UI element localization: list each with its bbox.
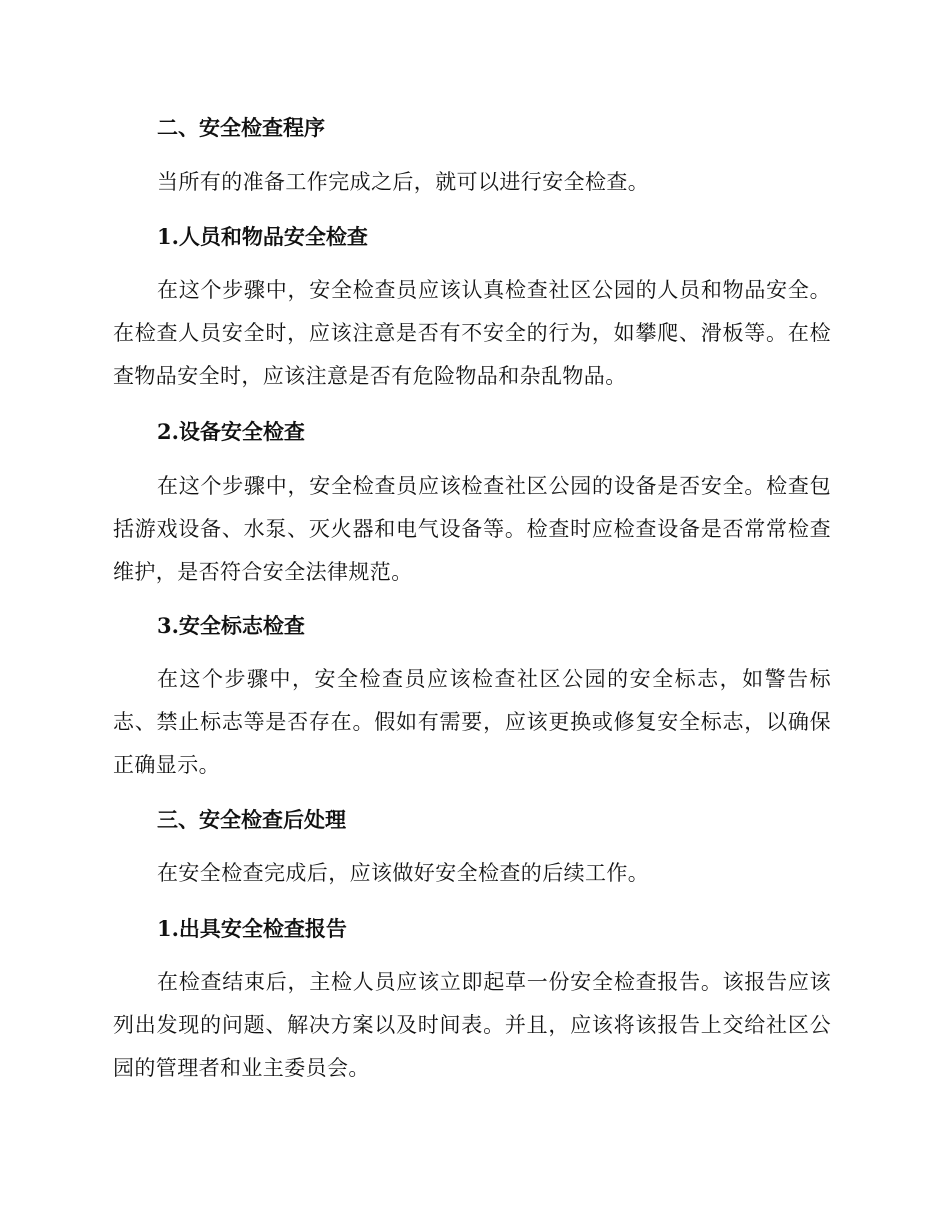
subheading-people-items-check: 1.人员和物品安全检查 <box>157 224 368 249</box>
paragraph-equipment-check: 在这个步骤中，安全检查员应该检查社区公园的设备是否安全。检查包括游戏设备、水泵、灭火器和电气设备等。检查时应检查设备是否常常检查维护，是否符合安全法律规范。 <box>113 474 831 584</box>
subheading-equipment-check: 2.设备安全检查 <box>157 419 305 444</box>
paragraph-intro: 当所有的准备工作完成之后，就可以进行安全检查。 <box>157 170 650 194</box>
section-heading-inspection-procedure: 二、安全检查程序 <box>157 115 325 140</box>
subheading-sign-check: 3.安全标志检查 <box>157 613 305 638</box>
paragraph-post-inspection-intro: 在安全检查完成后，应该做好安全检查的后续工作。 <box>157 861 650 885</box>
section-heading-post-inspection: 三、安全检查后处理 <box>157 807 346 832</box>
paragraph-issue-report: 在检查结束后，主检人员应该立即起草一份安全检查报告。该报告应该列出发现的问题、解决方案以及时间表。并且，应该将该报告上交给社区公园的管理者和业主委员会。 <box>113 970 831 1080</box>
paragraph-sign-check: 在这个步骤中，安全检查员应该检查社区公园的安全标志，如警告标志、禁止标志等是否存在。假如有需要，应该更换或修复安全标志，以确保正确显示。 <box>113 667 831 777</box>
subheading-issue-report: 1.出具安全检查报告 <box>157 916 347 941</box>
paragraph-people-items-check: 在这个步骤中，安全检查员应该认真检查社区公园的人员和物品安全。在检查人员安全时，应该注意是否有不安全的行为，如攀爬、滑板等。在检查物品安全时，应该注意是否有危险物品和杂乱物品。 <box>113 278 831 388</box>
